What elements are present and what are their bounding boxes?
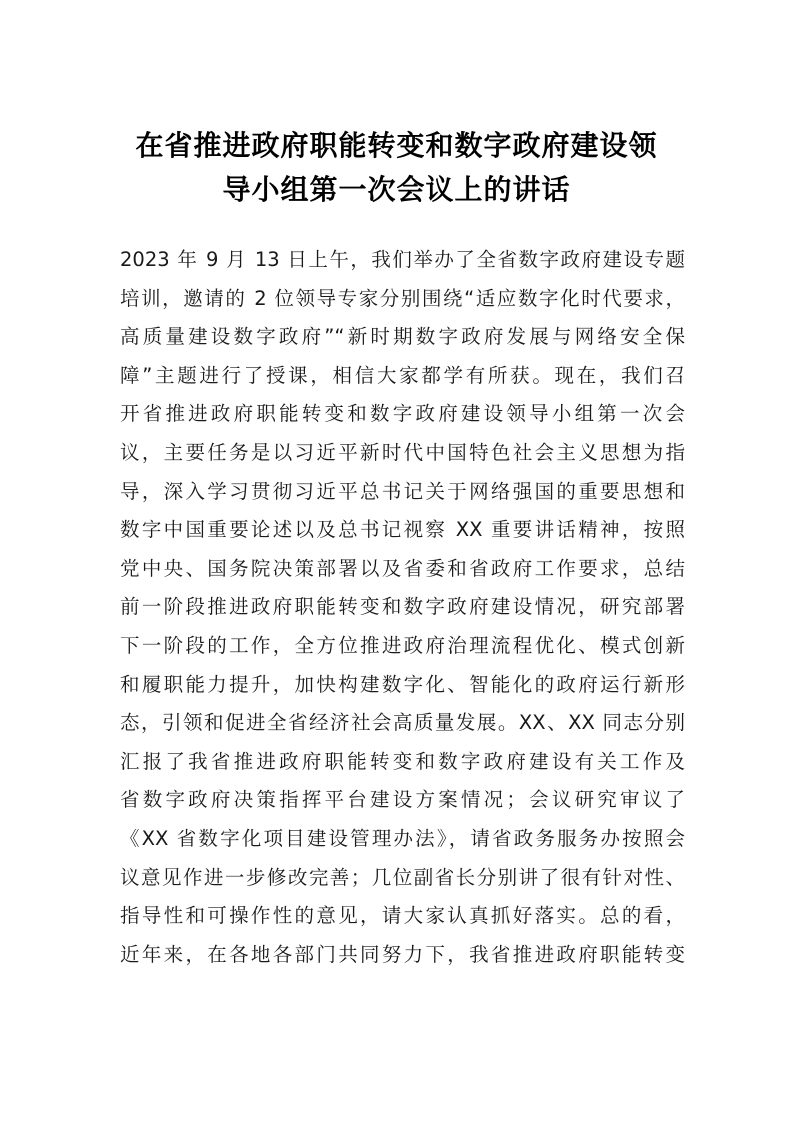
body-line: 指导性和可操作性的意见，请大家认真抓好落实。总的看， <box>120 904 685 928</box>
body-line: 省数字政府决策指挥平台建设方案情况；会议研究审议了 <box>120 788 685 812</box>
body-line: 导，深入学习贯彻习近平总书记关于网络强国的重要思想和 <box>120 479 685 503</box>
body-line: 高质量建设数字政府”“新时期数字政府发展与网络安全保 <box>120 325 685 349</box>
body-line: 汇报了我省推进政府职能转变和数字政府建设有关工作及 <box>120 749 685 773</box>
body-line: 障”主题进行了授课，相信大家都学有所获。现在，我们召 <box>120 363 685 387</box>
document-title <box>110 124 683 212</box>
body-line: 开省推进政府职能转变和数字政府建设领导小组第一次会 <box>120 402 685 426</box>
body-line: 党中央、国务院决策部署以及省委和省政府工作要求，总结 <box>120 556 685 580</box>
body-line: 前一阶段推进政府职能转变和数字政府建设情况，研究部署 <box>120 595 685 619</box>
title-line-2: 导小组第一次会议上的讲话 <box>222 173 571 206</box>
body-line: 近年来，在各地各部门共同努力下，我省推进政府职能转变 <box>120 942 685 966</box>
body-line: 态，引领和促进全省经济社会高质量发展。XX、XX 同志分别 <box>120 711 685 735</box>
document-body <box>120 241 685 974</box>
body-line: 下一阶段的工作，全方位推进政府治理流程优化、模式创新 <box>120 633 685 657</box>
body-line: 和履职能力提升，加快构建数字化、智能化的政府运行新形 <box>120 672 685 696</box>
body-line: 《XX 省数字化项目建设管理办法》，请省政务服务办按照会 <box>120 826 685 850</box>
title-line-1: 在省推进政府职能转变和数字政府建设领 <box>135 129 658 162</box>
body-line: 议意见作进一步修改完善；几位副省长分别讲了很有针对性、 <box>120 865 685 889</box>
body-line: 2023 年 9 月 13 日上午，我们举办了全省数字政府建设专题 <box>120 248 685 271</box>
body-line: 培训，邀请的 2 位领导专家分别围绕“适应数字化时代要求， <box>120 286 685 310</box>
body-line: 数字中国重要论述以及总书记视察 XX 重要讲话精神，按照 <box>120 518 685 542</box>
body-line: 议，主要任务是以习近平新时代中国特色社会主义思想为指 <box>120 440 685 464</box>
